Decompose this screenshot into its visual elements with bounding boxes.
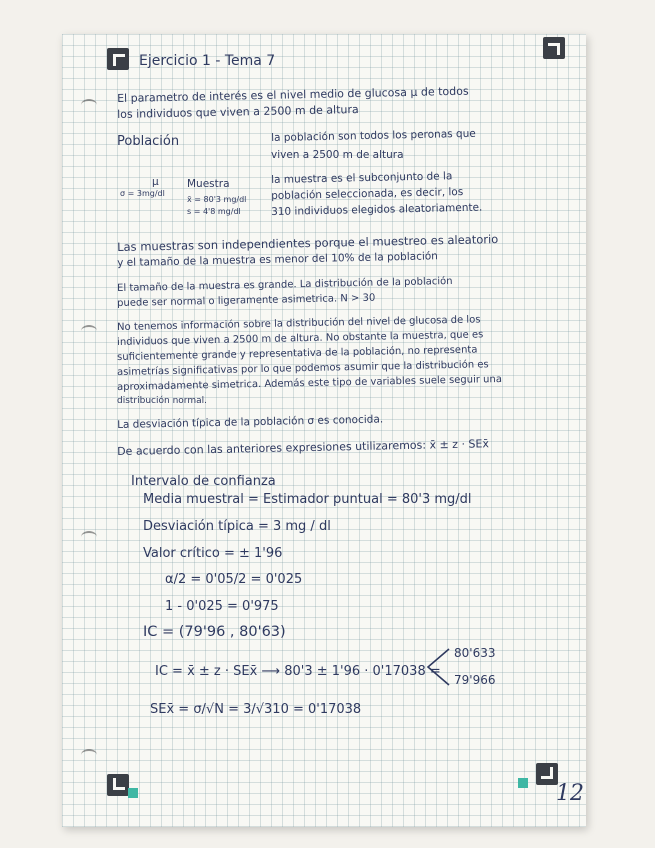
corner-icon bbox=[543, 37, 565, 59]
binder-hole bbox=[81, 99, 97, 111]
paragraph-line: aproximadamente simetrica. Además este tipo de variables suele seguir una bbox=[117, 373, 503, 393]
ic-formula: IC = x̄ ± z · SEx̄ ⟶ 80'3 ± 1'96 · 0'17038 = bbox=[155, 664, 441, 679]
binder-hole bbox=[81, 531, 97, 543]
accent-square bbox=[518, 778, 528, 788]
xbar-value: x̄ = 80'3 mg/dl bbox=[187, 195, 247, 204]
poblacion-label: Población bbox=[117, 134, 180, 149]
desviacion-line: Desviación típica = 3 mg / dl bbox=[143, 519, 331, 534]
alpha-line: α/2 = 0'05/2 = 0'025 bbox=[165, 572, 303, 587]
paragraph-line: y el tamaño de la muestra es menor del 10% de la población bbox=[117, 250, 439, 269]
ic-upper: 80'633 bbox=[454, 646, 496, 660]
ic-result: IC = (79'96 , 80'63) bbox=[143, 624, 286, 640]
accent-square bbox=[128, 788, 138, 798]
paragraph-line: asimetrías significativas por lo que podemos asumir que la distribución es bbox=[117, 359, 489, 378]
page-number: 12 bbox=[556, 781, 584, 806]
poblacion-desc: viven a 2500 m de altura bbox=[271, 149, 404, 161]
muestra-desc: 310 individuos elegidos aleatoriamente. bbox=[271, 201, 483, 218]
sigma-value: σ = 3mg/dl bbox=[120, 189, 165, 198]
se-formula: SEx̄ = σ/√N = 3/√310 = 0'17038 bbox=[150, 702, 362, 717]
intro-line: los individuos que viven a 2500 m de altura bbox=[117, 102, 359, 121]
paragraph-line: No tenemos información sobre la distribución del nivel de glucosa de los bbox=[117, 314, 481, 333]
page-title: Ejercicio 1 - Tema 7 bbox=[139, 53, 276, 69]
muestra-desc: la muestra es el subconjunto de la bbox=[271, 170, 453, 186]
paragraph-line: Las muestras son independientes porque el muestreo es aleatorio bbox=[117, 232, 499, 254]
muestra-label: Muestra bbox=[187, 178, 230, 190]
paragraph-line: individuos que viven a 2500 m de altura. No obstante la muestra, que es bbox=[117, 329, 484, 348]
paragraph-line: distribución normal. bbox=[117, 396, 207, 406]
mu-symbol: μ bbox=[152, 176, 159, 188]
corner-icon bbox=[107, 774, 129, 796]
paragraph-line: La desviación típica de la población σ es conocida. bbox=[117, 413, 384, 431]
critico-line: Valor crítico = ± 1'96 bbox=[143, 546, 283, 561]
brace-icon bbox=[425, 647, 451, 687]
complement-line: 1 - 0'025 = 0'975 bbox=[165, 599, 279, 614]
s-value: s = 4'8 mg/dl bbox=[187, 207, 241, 216]
ic-lower: 79'966 bbox=[454, 673, 496, 687]
intro-line: El parametro de interés es el nivel medio de glucosa μ de todos bbox=[117, 84, 469, 105]
muestra-desc: población seleccionada, es decir, los bbox=[271, 185, 464, 202]
paragraph-line: De acuerdo con las anteriores expresiones utilizaremos: x̄ ± z · SEx̄ bbox=[117, 437, 490, 458]
binder-hole bbox=[81, 325, 97, 337]
corner-icon bbox=[107, 48, 129, 70]
intervalo-heading: Intervalo de confianza bbox=[131, 474, 276, 489]
media-line: Media muestral = Estimador puntual = 80'3 mg/dl bbox=[143, 492, 472, 507]
binder-hole bbox=[81, 749, 97, 761]
poblacion-desc: la población son todos los peronas que bbox=[271, 127, 476, 144]
paragraph-line: suficientemente grande y representativa de la población, no representa bbox=[117, 344, 478, 363]
paragraph-line: puede ser normal o ligeramente asimetrica. N > 30 bbox=[117, 292, 376, 309]
paragraph-line: El tamaño de la muestra es grande. La distribución de la población bbox=[117, 275, 453, 294]
corner-icon bbox=[536, 763, 558, 785]
